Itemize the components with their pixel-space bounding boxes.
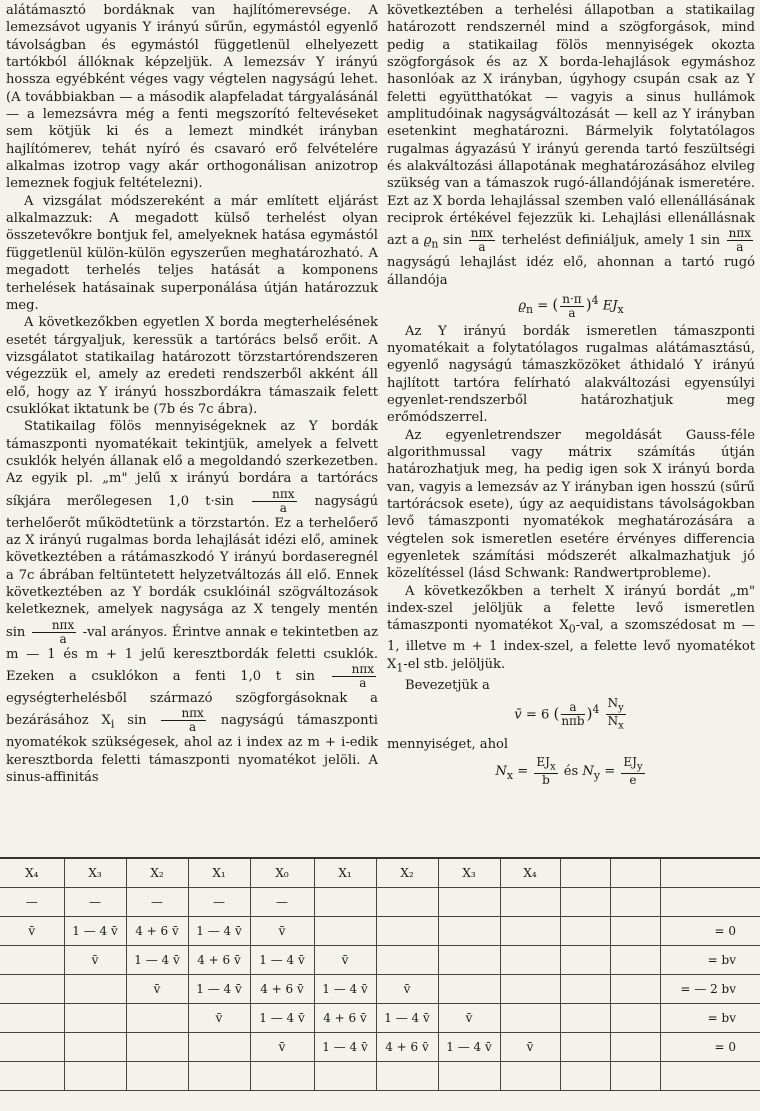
subscript: y — [618, 702, 624, 714]
table-cell: = bv — [660, 946, 760, 975]
paragraph: mennyiséget, ahol — [387, 736, 509, 752]
paragraph: Bevezetjük a — [405, 677, 490, 693]
paren: ( — [553, 704, 560, 723]
numerator: n·π — [562, 291, 582, 306]
table-cell: v̄ — [500, 1033, 560, 1062]
symbol: N — [607, 695, 619, 710]
text-run: -val, a szomszédosat m — 1, illetve m + 1 index-szel, a felette levő nyomatékot X — [387, 618, 756, 672]
eq-sign: = — [537, 298, 549, 314]
denominator — [606, 715, 626, 732]
table-cell: v̄ — [126, 975, 188, 1004]
table-cell — [610, 1033, 660, 1062]
table-cell: 4 + 6 v̄ — [188, 946, 250, 975]
table-cell — [376, 888, 438, 917]
table-cell — [500, 1004, 560, 1033]
subscript: y — [593, 768, 601, 782]
table-cell — [250, 1062, 314, 1091]
table-row — [0, 975, 760, 1004]
table-cell: 1 — 4 v̄ — [314, 975, 376, 1004]
table-header-cell — [610, 858, 660, 888]
table-cell: — — [250, 888, 314, 917]
numerator: nπx — [161, 707, 205, 721]
table-header-cell: X₂ — [126, 858, 188, 888]
text-run: terhelést definiáljuk, amely — [501, 233, 684, 249]
table-cell: v̄ — [0, 917, 64, 946]
table-cell — [64, 1062, 126, 1091]
exponent: 4 — [591, 294, 599, 308]
table-cell — [500, 946, 560, 975]
table-cell: = — 2 bv — [660, 975, 760, 1004]
table-cell: = bv — [660, 1004, 760, 1033]
table-cell: 1 — 4 v̄ — [188, 917, 250, 946]
table-cell: 1 — 4 v̄ — [438, 1033, 500, 1062]
table-cell — [560, 888, 610, 917]
subscript: x — [506, 768, 514, 782]
conjunction: és — [563, 764, 579, 780]
table-cell — [660, 1062, 760, 1091]
table-cell: 4 + 6 v̄ — [314, 1004, 376, 1033]
table-cell: 1 — 4 v̄ — [314, 1033, 376, 1062]
table-cell: 4 + 6 v̄ — [250, 975, 314, 1004]
right-column — [387, 2, 755, 790]
table-cell: v̄ — [64, 946, 126, 975]
table-cell: 1 — 4 v̄ — [250, 946, 314, 975]
table-cell — [376, 946, 438, 975]
paragraph — [387, 2, 755, 289]
paragraph — [387, 583, 755, 677]
eq-lhs: ϱ — [518, 298, 527, 314]
table-cell — [314, 1062, 376, 1091]
fraction — [161, 707, 205, 734]
symbol: N — [607, 714, 619, 729]
text-run: -val arányos. Érintve annak e tekintetben az m — 1 és m + 1 jelű keresztbordák feletti csuklók. Ezeken a csuklókon a fenti 1,0 t sin — [6, 624, 378, 685]
subscript: x — [617, 303, 624, 317]
table-cell — [438, 1062, 500, 1091]
numerator — [621, 756, 644, 774]
denominator: a — [736, 240, 744, 255]
fraction — [561, 701, 584, 728]
table-header-row — [0, 858, 760, 888]
table-cell: = 0 — [660, 917, 760, 946]
table-cell: 4 + 6 v̄ — [126, 917, 188, 946]
table-cell — [610, 946, 660, 975]
table-cell — [560, 1004, 610, 1033]
paragraph: Az Y irányú bordák ismeretlen támaszponti nyomatékait a folytatólagos rugalmas alátámasztású, egyenlő nagyságú támaszközöket áthidaló Y irányú hajlított tartóra felírható alakváltozási egyensúlyi egyenlet-rendszerből határozhatjuk meg erőmódszerrel. — [387, 323, 755, 426]
table-cell — [438, 888, 500, 917]
subscript: n — [526, 303, 534, 317]
left-column — [6, 2, 378, 786]
denominator: nπb — [561, 714, 585, 729]
text-run: nagyságú terhelőerőt működtetünk a törzstartón. Ez a terhelőerő az X irányú rugalmas borda lehajlását idézi elő, aminek következtében a rátámaszkodó Y irányú bordaseregnél a 7c ábrában feltüntetett helyzetváltozás áll elő. Ennek következtében az Y bordák csuklóinál szögváltozások keletkeznek, amelyek nagysága az X tengely mentén sin — [6, 493, 378, 640]
fraction — [252, 488, 296, 515]
denominator: a — [279, 500, 287, 515]
table-header-cell: X₄ — [500, 858, 560, 888]
table-row — [0, 917, 760, 946]
table-cell — [610, 975, 660, 1004]
table-cell — [560, 1033, 610, 1062]
fraction — [560, 293, 583, 320]
numerator: a — [561, 701, 584, 715]
table-cell — [500, 888, 560, 917]
table-cell — [126, 1033, 188, 1062]
table-cell — [500, 1062, 560, 1091]
table-cell — [560, 917, 610, 946]
table-cell: v̄ — [250, 1033, 314, 1062]
table-cell: v̄ — [188, 1004, 250, 1033]
table-cell: 1 — 4 v̄ — [376, 1004, 438, 1033]
table-cell: 1 — 4 v̄ — [64, 917, 126, 946]
table-cell — [610, 1004, 660, 1033]
table-cell — [500, 975, 560, 1004]
coefficient-table — [0, 857, 760, 1091]
text-run: -el stb. jelöljük. — [403, 656, 506, 672]
subscript: i — [110, 717, 115, 731]
table-cell — [438, 975, 500, 1004]
table-cell — [188, 1033, 250, 1062]
table-header-cell — [560, 858, 610, 888]
eq-rhs: EJ — [602, 298, 618, 314]
subscript: x — [618, 720, 624, 732]
table-cell — [314, 888, 376, 917]
numerator: nπx — [470, 226, 494, 241]
numerator: nπx — [252, 488, 296, 502]
paren: ( — [552, 295, 559, 314]
table-cell — [314, 917, 376, 946]
table-cell: — — [0, 888, 64, 917]
fraction — [606, 697, 626, 733]
table-cell: v̄ — [376, 975, 438, 1004]
subscript: 1 — [396, 661, 404, 675]
table-header-cell: X₁ — [314, 858, 376, 888]
subscript: 0 — [568, 622, 576, 636]
table-row — [0, 1062, 760, 1091]
numerator: nπx — [728, 226, 751, 241]
text-run: következtében a terhelési állapotban a statikailag határozott rendszernél mind a szögforgások, mind pedig a statikailag fölös mennyiségek okozta szögforgások és az X borda-lehajlások egymáshoz hasonlóak az X irányban, úgyhogy csupán csak az Y feletti együtthatókat — vagyis a sinus hullámok amplitudóinak nagyságváltozását — kell az Y irányban esetenkint meghatározni. Bármelyik folytatólagos rugalmas ágyazású Y irányú gerenda tartó feszültségi és alakváltozási állapotának meghatározásához elvileg szükség van a támaszok rugó-állandójának ismeretére. Ezt az X borda lehajlással szemben való ellenállásának reciprok értékével fejezzük ki. Lehajlási ellenállásnak azt a — [387, 3, 755, 249]
table-cell — [0, 975, 64, 1004]
exponent: 4 — [592, 702, 600, 716]
fraction — [621, 756, 644, 787]
denominator: a — [478, 240, 486, 255]
table-row — [0, 1004, 760, 1033]
table-cell — [610, 1062, 660, 1091]
table-cell — [376, 1062, 438, 1091]
paren: ) — [585, 295, 592, 314]
numerator — [534, 756, 557, 774]
text-run: 1 sin — [687, 233, 721, 249]
table-body — [0, 858, 760, 1091]
table-cell — [560, 975, 610, 1004]
table-cell: 1 — 4 v̄ — [250, 1004, 314, 1033]
table-cell — [610, 917, 660, 946]
table-header-cell: X₁ — [188, 858, 250, 888]
symbol: EJ — [623, 755, 637, 770]
table-cell — [438, 917, 500, 946]
table-cell: 4 + 6 v̄ — [376, 1033, 438, 1062]
paren: ) — [586, 704, 593, 723]
paragraph: Az egyenletrendszer megoldását Gauss-féle algorithmussal vagy mátrix számítás útján határozhatjuk meg, ha pedig igen sok X irányú borda van, vagyis a lemezsáv az Y irányban igen hosszú (sűrű tartórácsok esete), úgy az aequidistans távolságokban levő támaszponti nyomatékok meghatározására a végtelen sok ismeretlen esetére érvényes differencia egyenletek számítási módszerét alkalmazhatjuk jó közelítéssel (lásd Schwank: Randwertprobleme). — [387, 427, 755, 582]
table-row — [0, 888, 760, 917]
fraction — [32, 619, 76, 646]
equation-spring-constant — [387, 292, 755, 319]
table-cell: — — [64, 888, 126, 917]
fraction — [727, 227, 753, 254]
table-row — [0, 946, 760, 975]
table-cell — [610, 888, 660, 917]
denominator: a — [359, 676, 367, 691]
text-run: nagyságú lehajlást idéz elő, ahonnan a tartó rugó állandója — [387, 255, 755, 288]
table-cell — [500, 917, 560, 946]
numerator: nπx — [32, 619, 76, 633]
subscript: n — [431, 238, 439, 252]
equation-v — [387, 697, 755, 733]
denominator: a — [59, 631, 67, 646]
table-cell — [0, 1062, 64, 1091]
eq-sign: = — [517, 764, 529, 780]
numerator: nπx — [332, 663, 376, 677]
table-cell: v̄ — [438, 1004, 500, 1033]
table-cell — [64, 1004, 126, 1033]
symbol: N — [582, 764, 594, 780]
eq-sign: = — [604, 764, 616, 780]
table-cell — [0, 1033, 64, 1062]
text-run: nagyságú támaszponti nyomatékok szükségesek, ahol az i index az m + i-edik keresztborda feletti támaszponti nyomatékot jelöli. A sinus-affinitás — [6, 713, 378, 786]
text-run: sin — [127, 713, 147, 729]
text-run: Statikailag fölös mennyiségeknek az Y bordák támaszponti nyomatékait tekintjük, amelyek a felvett csuklók helyén állanak elő a megoldandó szerkezetben. Az egyik pl. „m" jelű x irányú bordára a tartórács síkjára merőlegesen 1,0 t·sin — [6, 419, 378, 509]
numerator — [606, 697, 626, 715]
table-cell — [660, 888, 760, 917]
table-cell — [560, 946, 610, 975]
text-run: sin — [442, 233, 463, 249]
table-cell: — — [188, 888, 250, 917]
table-cell: v̄ — [250, 917, 314, 946]
table-header-cell: X₂ — [376, 858, 438, 888]
paragraph: A vizsgálat módszereként a már említett eljárást alkalmazzuk: A megadott külső terhelést olyan összetevőkre bontjuk fel, amelyeknek hatása egymástól függetlenül külön-külön egyszerűen meghatározható. A megadott terhelés teljes hatását a komponens terhelések hatásainak superponálása útján határozzuk meg. — [6, 193, 378, 313]
symbol: N — [495, 764, 507, 780]
table-cell: = 0 — [660, 1033, 760, 1062]
text-run: A következőkben a terhelt X irányú bordát „m" index-szel jelöljük a felette levő ismeretlen támaszponti nyomatékot X — [387, 583, 755, 634]
subscript: x — [549, 761, 556, 773]
fraction — [469, 227, 495, 254]
table-header-cell — [660, 858, 760, 888]
table-cell — [126, 1004, 188, 1033]
equation-N — [387, 756, 755, 787]
table-cell: v̄ — [314, 946, 376, 975]
fraction — [332, 663, 376, 690]
text-run: egységterhelésből származó szögforgásoknak a bezárásához X — [6, 691, 378, 729]
table-cell: 1 — 4 v̄ — [126, 946, 188, 975]
table-cell — [64, 975, 126, 1004]
fraction — [534, 756, 557, 787]
eq-lhs: v̄ — [514, 707, 522, 723]
table-header-cell: X₃ — [64, 858, 126, 888]
symbol: EJ — [536, 755, 550, 770]
table-cell — [126, 1062, 188, 1091]
rho-symbol: ϱ — [423, 233, 432, 249]
table-cell: 1 — 4 v̄ — [188, 975, 250, 1004]
subscript: y — [636, 761, 643, 773]
paragraph: A következőkben egyetlen X borda megterhelésének esetét tárgyaljuk, keressük a tartórács belső erőit. A vizsgálatot statikailag határozott törzstartórendszeren végezzük el, amely az eredeti rendszerből akként áll elő, hogy az Y irányú hosszbordákra támaszaik felett csuklókat iktatunk be (7b és 7c ábra). — [6, 315, 378, 417]
denominator: b — [542, 773, 550, 788]
table-cell — [0, 1004, 64, 1033]
denominator: a — [189, 720, 197, 735]
denominator: e — [629, 773, 637, 788]
table-cell — [438, 946, 500, 975]
denominator: a — [568, 305, 576, 320]
table-header-cell: X₄ — [0, 858, 64, 888]
table-row — [0, 1033, 760, 1062]
table-cell — [376, 917, 438, 946]
table-cell — [560, 1062, 610, 1091]
eq-sign: = 6 — [525, 707, 550, 723]
paragraph: alátámasztó bordáknak van hajlítómerevsége. A lemezsávot ugyanis Y irányú sűrűn, egymástól egyenlő távolságban és egymástól függetlenül elhelyezett tartókból állóknak képzeljük. A lemezsáv Y irányú hossza egyébként véges vagy végtelen nagyságú lehet. (A továbbiakban — a második alapfeladat tárgyalásánál — a lemezsávra még a fenti megszorító feltevéseket sem kötjük ki és a lemezt mindkét irányban hajlítómerev, tehát nyíró és csavaró erő felvételére alkalmas izotrop vagy akár orthogonálisan anizotrop lemeznek fogjuk feltételezni). — [6, 3, 378, 192]
paragraph — [6, 418, 378, 786]
table-header-cell: X₃ — [438, 858, 500, 888]
table-cell — [0, 946, 64, 975]
table-cell: — — [126, 888, 188, 917]
table-cell — [188, 1062, 250, 1091]
table-header-cell: X₀ — [250, 858, 314, 888]
table-cell — [64, 1033, 126, 1062]
